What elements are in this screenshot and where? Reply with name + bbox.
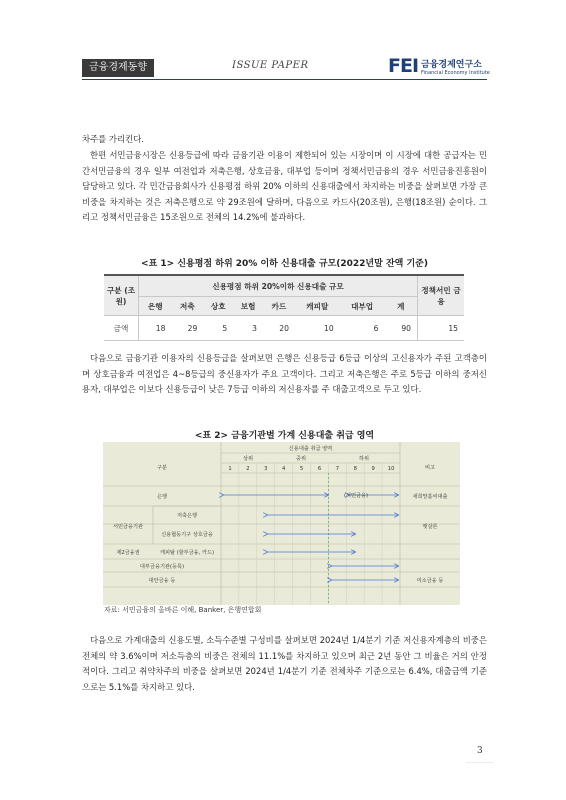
table1-subcol: 은행 [139,297,172,316]
paragraph-3: 다음으로 금융기관 이용자의 신용등급을 살펴보면 은행은 신용등급 6등급 이상의 고신용자가 주된 고객층이며 상호금융과 여전업은 4~8등급의 중신용자가 주요 고객이다. 그리고 저축은행은 주로 5등급 이하의 중저신용자, 대부업은 이보다 신용등급이 낮은 7등급 이하의 저신용자를 주 대출고객으로 두고 있다. [82,353,487,394]
table1-cell: 6 [340,316,385,341]
paragraph-2: 한편 서민금융시장은 신용등급에 따라 금융기관 이용이 제한되어 있는 시장이며 이 시장에 대한 공급자는 민간서민금융의 경우 일부 여전업과 저축은행, 상호금융, 대부업 등이며 정책서민금융의 경우 서민금융진흥원이 담당하고 있다. 각 민간금융회사가 신용평점 하위 20% 이하의 신용대출에서 차지하는 비중을 살펴보면 가장 큰 비중을 차지하는 것은 저축은행으로 약 29조원에 달하며, 다음으로 카드사(20조원), 은행(18조원) 순이다. 그리고 정책서민금융은 15조원으로 전체의 14.2%에 불과하다. [82,150,487,222]
table1-cell: 90 [385,316,418,341]
grade-label: 3 [264,466,268,472]
table1-header-policy: 정책서민 금융 [418,275,465,316]
table1-header-group: 신용평점 하위 20%이하 신용대출 규모 [139,275,418,297]
table1-cell: 5 [203,316,233,341]
table1-subcol: 저축 [171,297,203,316]
logo-english-name: Financial Economy Institute [421,70,490,76]
logo-mark: FEI [388,55,419,77]
table2-source: 자료: 서민금융의 올바른 이해, Banker, 은행연합회 [104,606,262,614]
note-unregistered-right: 미소금융 등 [416,578,444,584]
table1-subcol: 계 [385,297,418,316]
band-low: 하위 [358,456,370,462]
table1-subcol: 캐피탈 [295,297,340,316]
note-bank-right: 새희망홀씨대출 [412,494,448,500]
table1-cell: 3 [233,316,263,341]
table2-diagram [103,442,460,605]
table2-header-area: 신용대출 취급 영역 [288,446,333,452]
table1-subcol: 대부업 [340,297,385,316]
row-bank: 은행 [156,494,168,500]
row-group-second: 제2금융권 [116,550,140,556]
page-number: 3 [477,746,483,756]
table1-cell: 20 [263,316,295,341]
table1-title: <표 1> 신용평점 하위 20% 이하 신용대출 규모(2022년말 잔액 기준) [141,259,428,269]
footer-divider [466,762,494,763]
table1-subcol: 카드 [263,297,295,316]
row-lender-registered: 대부금융기관(등록) [139,564,185,570]
table1-policy-cell: 15 [418,316,465,341]
grade-label: 2 [246,466,250,472]
table2-title: <표 2> 금융기관별 가계 신용대출 취급 영역 [194,431,375,441]
grade-label: 10 [387,466,395,472]
table1-subcol: 보험 [233,297,263,316]
grade-label: 9 [371,466,375,472]
row-coop: 신용협동기구 상호금융 [161,532,213,538]
paragraph-4: 다음으로 가계대출의 신용도별, 소득수준별 구성비를 살펴보면 2024년 1/4분기 기준 저신용자계층의 비중은 전체의 약 3.6%이며 저소득층의 비중은 전체의 11.1%를 차지하고 있으며 최근 2년 동안 그 비율은 거의 안정적이다. 그리고 취약차주의 비중을 살펴보면 2024년 1/4분기 기준 전체차주 기준으로는 6.4%, 대출금액 기준으로는 5.1%를 차지하고 있다. [82,635,487,692]
row-savings: 저축은행 [176,513,198,519]
grade-label: 5 [299,466,304,472]
grade-label: 8 [353,466,357,472]
logo-korean-name: 금융경제연구소 [421,60,482,70]
table1-header-category: 구분 (조원) [104,275,139,316]
issue-paper-label: ISSUE PAPER [232,60,309,71]
row-capital: 캐피탈 (할부금융, 카드) [159,550,215,556]
paragraph-1: 차주를 가리킨다. [82,134,144,144]
note-savings-right: 햇살론 [422,524,438,530]
table2-header-right: 비고 [424,465,436,471]
table2-header-left: 구분 [156,465,168,471]
table1-cell: 18 [139,316,172,341]
table1-subcol: 상호 [203,297,233,316]
band-high: 상위 [242,456,254,462]
grade-label: 6 [317,466,322,472]
grade-label: 1 [228,466,232,472]
row-group-seomin: 서민금융기관 [112,524,144,530]
institute-logo [388,55,488,81]
band-mid: 중위 [295,456,307,462]
table1-cell: 29 [171,316,203,341]
table1-cell: 10 [295,316,340,341]
section-badge: 금융경제동향 [82,59,154,77]
grade-label: 7 [335,466,340,472]
table1 [104,274,464,341]
row-lender-unregistered: 대안금융 등 [148,578,176,584]
note-bank-inner: (서민금융) [343,493,369,499]
table1-row-label: 금액 [104,316,139,341]
grade-label: 4 [282,466,286,472]
header-divider [82,79,487,80]
